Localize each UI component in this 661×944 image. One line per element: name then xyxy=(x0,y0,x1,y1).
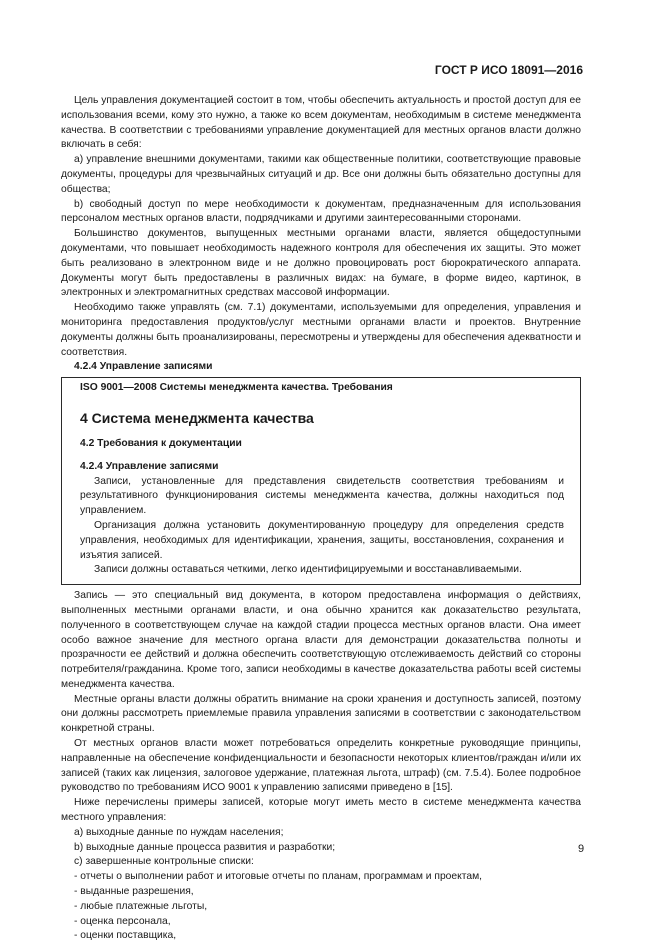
list-item: - оценка персонала, xyxy=(74,915,171,927)
box-section-heading: 4 Система менеджмента качества xyxy=(80,409,314,426)
paragraph: Местные органы власти должны обратить внимание на сроки хранения и доступность записей, поэтому они должны рассмотреть приемлемые правила управления записями в соответствии с законодательством конкретной страны. xyxy=(61,693,581,735)
box-subsection-heading: 4.2 Требования к документации xyxy=(80,437,242,449)
list-item: - отчеты о выполнении работ и итоговые отчеты по планам, программам и проектам, xyxy=(74,871,483,883)
paragraph: Ниже перечислены примеры записей, которые могут иметь место в системе менеджмента качества местного управления: xyxy=(61,797,581,824)
page-number: 9 xyxy=(578,843,585,855)
list-item: - любые платежные льготы, xyxy=(74,900,208,912)
list-item: - выданные разрешения, xyxy=(74,886,194,898)
list-item: c) завершенные контрольные списки: xyxy=(74,856,254,868)
paragraph: Большинство документов, выпущенных местными органами власти, является общедоступными документами, что повышает необходимость надежного контроля для обеспечения их защиты. Это может быть реализовано в электронном виде и не должно провоцировать рост бюрократического аппарата. Документы могут быть предоставлены в различных видах: на бумаге, в форме видео, картинок, в электронных и электромагнитных средствах массовой информации. xyxy=(61,228,581,299)
paragraph: От местных органов власти может потребоваться определить конкретные руководящие принципы, направленные на обеспечение конфиденциальности и безопасности некоторых клиентов/граждан и/или их записей (таких как лицензия, залоговое удержание, платежная льгота, штраф) (см. 7.5.4). Более подробное руководство по требованиям ИСО 9001 к управлению записями приведено в [15]. xyxy=(61,738,581,794)
box-paragraph: Организация должна установить документированную процедуру для определения средств управления, необходимых для идентификации, хранения, защиты, восстановления, сохранения и изъятия записей. xyxy=(80,519,564,561)
document-body xyxy=(61,94,581,944)
paragraph: Запись — это специальный вид документа, в котором предоставлена информация о действиях, выполненных местными органами власти, и она обычно хранится как доказательство результата, полученного в соответствующем случае на каждой стадии процесса местных органов власти. Она имеет особо важное значение для местного органа власти для демонстрации доказательства полноты и прозрачности ее действий и должна обеспечить соответствующую отслеживаемость действий со стороны потребителя/гражданина. Кроме того, записи необходимы в качестве доказательства работы всей системы менеджмента качества. xyxy=(61,590,581,690)
document-id: ГОСТ Р ИСО 18091—2016 xyxy=(434,63,583,77)
paragraph: b) свободный доступ по мере необходимости к документам, предназначенным для использования персоналом местных органов власти, подрядчиками и другими заинтересованными сторонами. xyxy=(61,198,581,225)
box-paragraph: Записи, установленные для представления свидетельств соответствия требованиям и результативного функционирования системы менеджмента качества, должны находиться под управлением. xyxy=(80,475,564,517)
quoted-standard-box xyxy=(61,377,581,585)
section-heading: 4.2.4 Управление записями xyxy=(74,361,213,373)
records-list xyxy=(61,826,581,944)
paragraph: a) управление внешними документами, такими как общественные политики, соответствующие правовые документы, процедуры для чрезвычайных ситуаций и др. Все они должны быть обязательно доступны для общества; xyxy=(61,154,581,195)
list-item: - оценки поставщика, xyxy=(74,930,177,942)
box-title: ISO 9001—2008 Системы менеджмента качества. Требования xyxy=(80,382,393,394)
box-subsection-heading: 4.2.4 Управление записями xyxy=(80,460,219,472)
paragraph: Необходимо также управлять (см. 7.1) документами, используемыми для определения, управления и мониторинга предоставления продуктов/услуг местными органами власти и проектов. Внутренние документы должны быть проанализированы, пересмотрены и утверждены для обеспечения адекватности и соответствия. xyxy=(61,302,581,358)
list-item: a) выходные данные по нуждам населения; xyxy=(74,826,284,838)
box-paragraph: Записи должны оставаться четкими, легко идентифицируемыми и восстанавливаемыми. xyxy=(94,564,522,576)
paragraph: Цель управления документацией состоит в том, чтобы обеспечить актуальность и простой доступ для ее использования всеми, кому это нужно, а также ко всем документам, необходимым в системе менеджмента качества. В соответствии с требованиями управление документацией для местных органов власти должно включать в себя: xyxy=(61,95,581,151)
list-item: b) выходные данные процесса развития и разработки; xyxy=(74,841,336,853)
